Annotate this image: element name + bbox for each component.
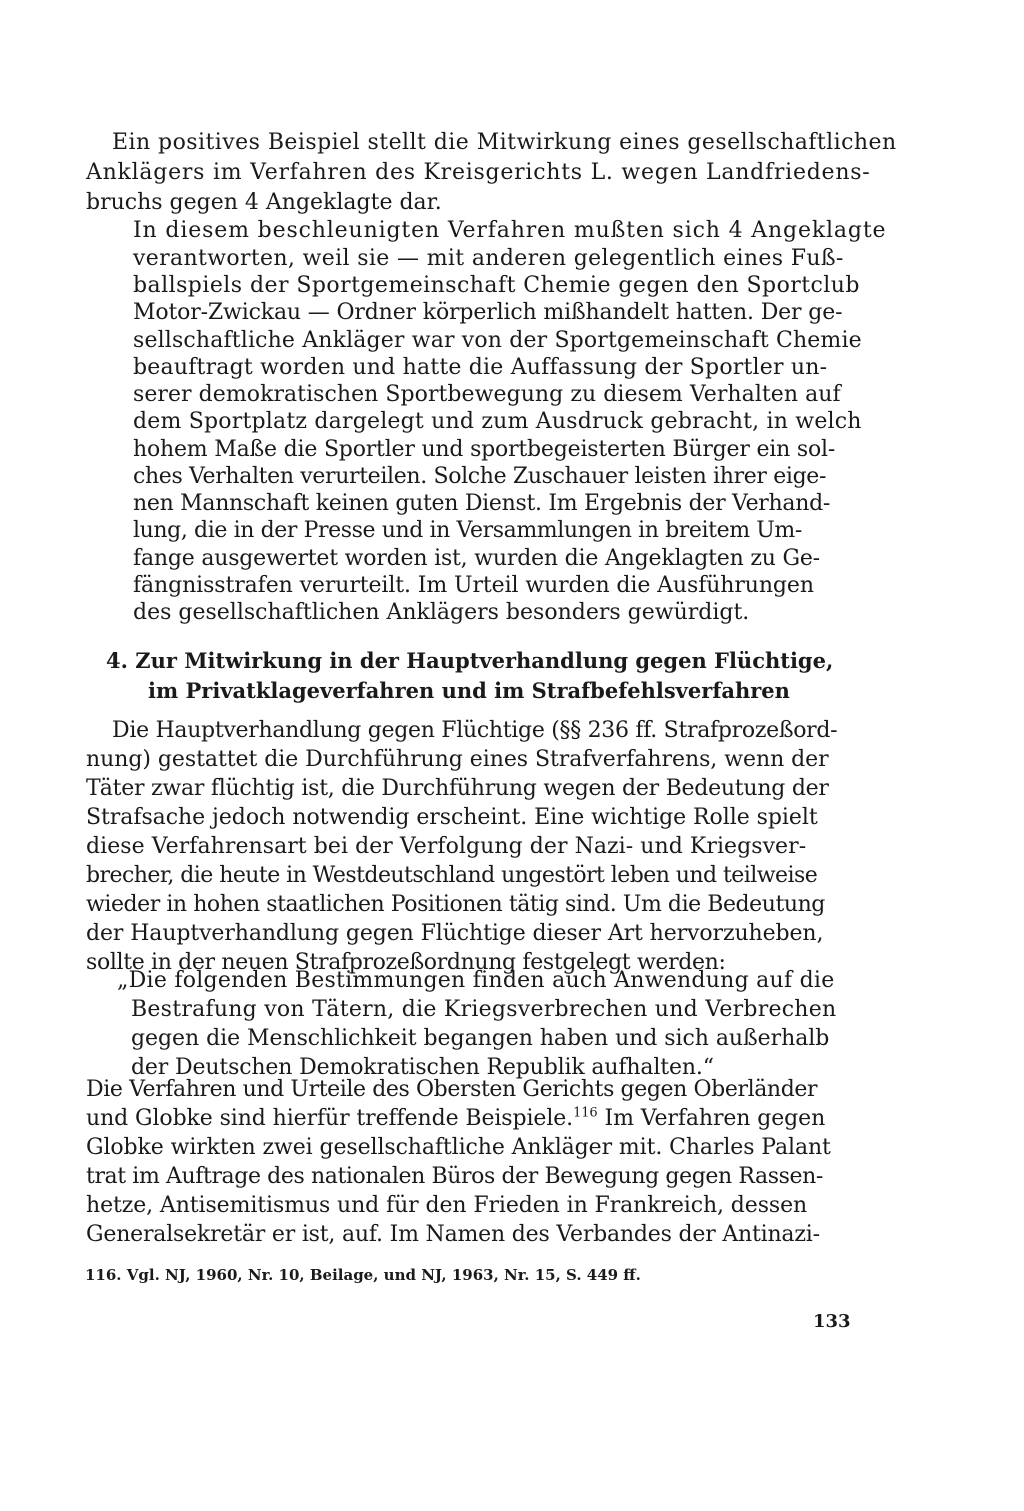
text-line: ballspiels der Sportgemeinschaft Chemie gegen den Sportclub [133, 273, 860, 298]
text-line: dem Sportplatz dargelegt und zum Ausdruck gebracht, in welch [133, 409, 862, 434]
text-line: Globke wirkten zwei gesellschaftliche Ankläger mit. Charles Palant [86, 1135, 831, 1160]
text-line: diese Verfahrensart bei der Verfolgung der Nazi- und Kriegsver- [86, 834, 807, 859]
text-line: trat im Auftrage des nationalen Büros der Bewegung gegen Rassen- [86, 1164, 823, 1189]
footnote-reference[interactable]: 116 [573, 1105, 598, 1121]
text-line: lung, die in der Presse und in Versammlungen in breitem Um- [133, 518, 802, 543]
text-line [86, 1106, 825, 1132]
text-line: hohem Maße die Sportler und sportbegeisterten Bürger ein sol- [133, 437, 836, 462]
text-line: Motor-Zwickau — Ordner körperlich mißhandelt hatten. Der ge- [133, 300, 843, 325]
text-line: Strafsache jedoch notwendig erscheint. Eine wichtige Rolle spielt [86, 805, 818, 830]
text-line: serer demokratischen Sportbewegung zu diesem Verhalten auf [133, 382, 841, 407]
section-heading: 4. Zur Mitwirkung in der Hauptverhandlung gegen Flüchtige, [106, 648, 834, 673]
text-line: sollte in der neuen Strafprozeßordnung festgelegt werden: [86, 950, 726, 975]
section-heading-line2: im Privatklageverfahren und im Strafbefehlsverfahren [148, 678, 790, 703]
text-line: Die Verfahren und Urteile des Obersten Gerichts gegen Oberländer [86, 1077, 818, 1102]
text-line: des gesellschaftlichen Anklägers besonders gewürdigt. [133, 600, 750, 625]
text-line: bruchs gegen 4 Angeklagte dar. [86, 190, 442, 215]
text-line: beauftragt worden und hatte die Auffassung der Sportler un- [133, 355, 828, 380]
text-line: Ein positives Beispiel stellt die Mitwirkung eines gesellschaftlichen [112, 130, 897, 155]
text-line: In diesem beschleunigten Verfahren mußten sich 4 Angeklagte [133, 218, 887, 243]
text-line: Anklägers im Verfahren des Kreisgerichts L. wegen Landfriedens- [86, 160, 871, 185]
text-line: nen Mannschaft keinen guten Dienst. Im Ergebnis der Verhand- [133, 491, 830, 516]
page-number: 133 [813, 1311, 851, 1332]
text-line: gegen die Menschlichkeit begangen haben und sich außerhalb [131, 1026, 830, 1051]
text-line: verantworten, weil sie — mit anderen gelegentlich eines Fuß- [133, 246, 844, 271]
text-span: Im Verfahren gegen [597, 1106, 826, 1131]
text-line: ches Verhalten verurteilen. Solche Zuschauer leisten ihrer eige- [133, 464, 827, 489]
footnote: 116. Vgl. NJ, 1960, Nr. 10, Beilage, und NJ, 1963, Nr. 15, S. 449 ff. [85, 1266, 641, 1284]
text-line: hetze, Antisemitismus und für den Frieden in Frankreich, dessen [86, 1193, 808, 1218]
text-line: Die Hauptverhandlung gegen Flüchtige (§§ 236 ff. Strafprozeßord- [112, 718, 838, 743]
text-line: „Die folgenden Bestimmungen finden auch Anwendung auf die [117, 968, 835, 993]
text-line: der Hauptverhandlung gegen Flüchtige dieser Art hervorzuheben, [86, 921, 824, 946]
text-line: sellschaftliche Ankläger war von der Sportgemeinschaft Chemie [133, 328, 862, 353]
text-line: wieder in hohen staatlichen Positionen tätig sind. Um die Bedeutung [86, 892, 825, 917]
text-span: und Globke sind hierfür treffende Beispiele. [86, 1106, 574, 1131]
text-line: fängnisstrafen verurteilt. Im Urteil wurden die Ausführungen [133, 573, 814, 598]
text-line: Täter zwar flüchtig ist, die Durchführung wegen der Bedeutung der [86, 776, 829, 801]
text-line: nung) gestattet die Durchführung eines Strafverfahrens, wenn der [86, 747, 829, 772]
text-line: fange ausgewertet worden ist, wurden die Angeklagten zu Ge- [133, 546, 820, 571]
text-line: Generalsekretär er ist, auf. Im Namen des Verbandes der Antinazi- [86, 1222, 820, 1247]
text-line: brecher, die heute in Westdeutschland ungestört leben und teilweise [86, 863, 818, 888]
text-line: Bestrafung von Tätern, die Kriegsverbrechen und Verbrechen [131, 997, 837, 1022]
text-line: der Deutschen Demokratischen Republik aufhalten.“ [131, 1055, 714, 1080]
